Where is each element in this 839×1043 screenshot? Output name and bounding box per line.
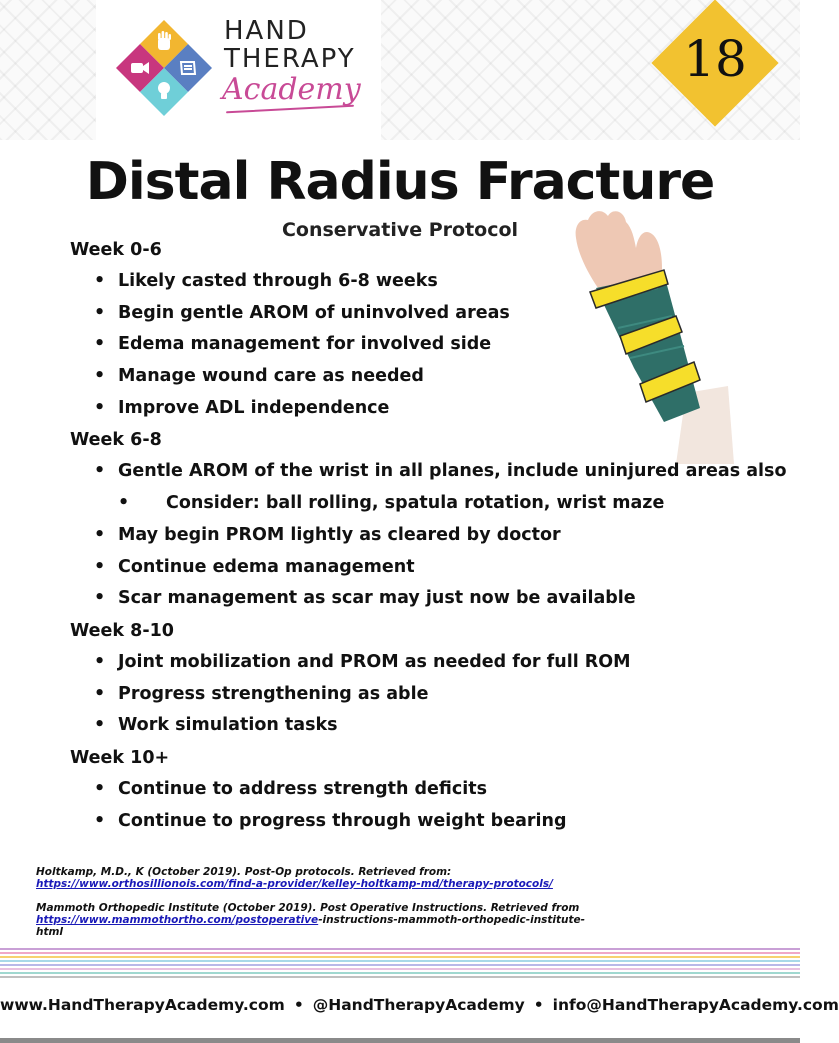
list-item: • Work simulation tasks xyxy=(70,710,710,742)
list-item: • Scar management as scar may just now be available xyxy=(70,583,710,615)
stripe-line xyxy=(0,952,800,954)
footer-email[interactable]: info@HandTherapyAcademy.com xyxy=(552,996,839,1014)
stripe-line xyxy=(0,972,800,974)
footer-separator: • xyxy=(293,996,304,1014)
video-camera-icon xyxy=(131,62,149,74)
decorative-stripes xyxy=(0,948,800,980)
week-heading: Week 6-8 xyxy=(70,430,162,451)
page-title: Distal Radius Fracture xyxy=(85,152,715,212)
footer-separator: • xyxy=(533,996,544,1014)
footer-social-handle[interactable]: @HandTherapyAcademy xyxy=(312,996,525,1014)
stripe-line xyxy=(0,964,800,966)
page-subtitle: Conservative Protocol xyxy=(281,219,519,241)
footer-website[interactable]: www.HandTherapyAcademy.com xyxy=(0,996,285,1014)
list-item: • Begin gentle AROM of uninvolved areas xyxy=(70,298,710,330)
reference-link[interactable]: https://www.mammothortho.com/postoperative xyxy=(36,914,319,926)
week-section xyxy=(70,234,710,424)
week-section xyxy=(70,424,787,614)
bottom-bar xyxy=(0,1038,800,1043)
list-item: • Edema management for involved side xyxy=(70,329,710,361)
stripe-line xyxy=(0,956,800,958)
brand-diamond-logo xyxy=(114,18,214,118)
week-heading: Week 8-10 xyxy=(70,620,174,641)
reference-link[interactable]: https://www.orthosillionois.com/find-a-provider/kelley-holtkamp-md/therapy-protocols/ xyxy=(36,878,553,890)
brand-logo xyxy=(96,0,381,140)
protocol-content xyxy=(70,234,787,837)
list-item: • Gentle AROM of the wrist in all planes, include uninjured areas also xyxy=(70,456,710,488)
footer xyxy=(0,996,839,1014)
reference-text: Holtkamp, M.D., K (October 2019). Post-Op protocols. Retrieved from: xyxy=(36,866,452,878)
week-section xyxy=(70,615,710,742)
list-item: • Continue edema management xyxy=(70,552,710,584)
list-item: • Continue to progress through weight bearing xyxy=(70,806,710,838)
reference-entry xyxy=(36,902,596,938)
references xyxy=(36,866,596,950)
list-item: • Joint mobilization and PROM as needed for full ROM xyxy=(70,647,710,679)
stripe-line xyxy=(0,976,800,978)
list-item: • Progress strengthening as able xyxy=(70,679,710,711)
week-section xyxy=(70,742,710,837)
brand-name-therapy: THERAPY xyxy=(224,44,356,74)
protocol-number: 18 xyxy=(683,30,747,88)
list-item: • Improve ADL independence xyxy=(70,393,710,425)
reference-text-after: -instructions-mammoth-orthopedic-institute-html xyxy=(36,914,586,938)
stripe-line xyxy=(0,948,800,950)
week-heading: Week 0-6 xyxy=(70,240,162,260)
brand-name-academy: Academy xyxy=(222,72,361,107)
list-item: • Likely casted through 6-8 weeks xyxy=(70,266,710,298)
brand-name-hand: HAND xyxy=(224,16,309,46)
reference-entry xyxy=(36,866,596,890)
week-heading: Week 10+ xyxy=(70,747,170,768)
list-item: • Manage wound care as needed xyxy=(70,361,710,393)
stripe-line xyxy=(0,968,800,970)
list-subitem: • Consider: ball rolling, spatula rotation, wrist maze xyxy=(70,488,710,520)
reference-text: Mammoth Orthopedic Institute (October 2019). Post Operative Instructions. Retrieved from xyxy=(36,902,580,914)
list-item: • May begin PROM lightly as cleared by doctor xyxy=(70,520,710,552)
stripe-line xyxy=(0,960,800,962)
list-item: • Continue to address strength deficits xyxy=(70,774,710,806)
